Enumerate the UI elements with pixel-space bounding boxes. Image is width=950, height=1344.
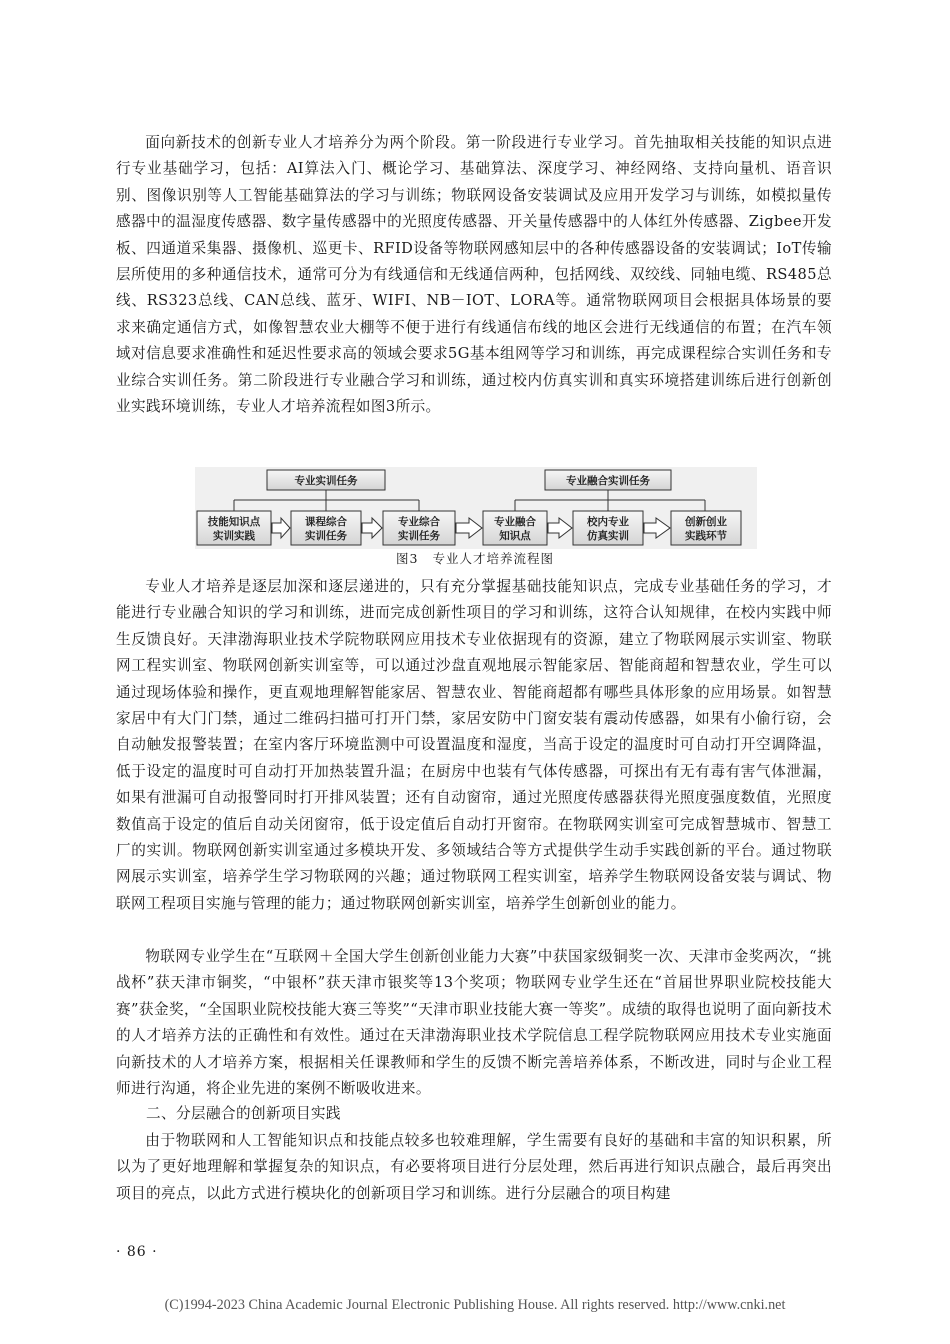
group-box-fusion-training bbox=[545, 470, 671, 490]
section-heading: 二、分层融合的创新项目实践 bbox=[146, 1105, 341, 1122]
step-6-line-2: 实践环节 bbox=[685, 530, 727, 542]
step-1-line-1: 技能知识点 bbox=[207, 516, 261, 528]
step-6-line-1: 创新创业 bbox=[685, 516, 727, 528]
figure-caption-text: 专业人才培养流程图 bbox=[432, 551, 554, 566]
body-paragraph-4: 由于物联网和人工智能知识点和技能点较多也较难理解，学生需要有良好的基础和丰富的知识积累，所以为了更好地理解和掌握复杂的知识点，有必要将项目进行分层处理，然后再进行知识点融合，最后再突出项目的亮点，以此方式进行模块化的创新项目学习和训练。进行分层融合的项目构建 bbox=[116, 1132, 832, 1202]
step-3-line-2: 实训任务 bbox=[398, 530, 440, 542]
body-paragraph-2: 专业人才培养是逐层加深和逐层递进的，只有充分掌握基础技能知识点，完成专业基础任务的学习，才能进行专业融合知识的学习和训练，进而完成创新性项目的学习和训练，这符合认知规律，在校内实践中师生反馈良好。天津渤海职业技术学院物联网应用技术专业依据现有的资源，建立了物联网展示实训室、物联网工程实训室、物联网创新实训室等，可以通过沙盘直观地展示智能家居、智能商超和智慧农业，学生可以通过现场体验和操作，更直观地理解智能家居、智慧农业、智能商超都有哪些具体形象的应用场景。如智慧家居中有大门门禁，通过二维码扫描可打开门禁，家居安防中门窗安装有震动传感器，如果有小偷行窃，会自动触发报警装置；在室内客厅环境监测中可设置温度和湿度，当高于设定的温度时可自动打开空调降温，低于设定的温度时可自动打开加热装置升温；在厨房中也装有气体传感器，可探出有无有毒有害气体泄漏，如果有泄漏可自动报警同时打开排风装置；还有自动窗帘，通过光照度传感器获得光照度强度数值，光照度数值高于设定的值后自动关闭窗帘，低于设定值后自动打开窗帘。在物联网实训室可完成智慧城市、智慧工厂的实训。物联网创新实训室通过多模块开发、多领域结合等方式提供学生动手实践创新的平台。通过物联网展示实训室，培养学生学习物联网的兴趣；通过物联网工程实训室，培养学生物联网设备安装与调试、物联网工程项目实施与管理的能力；通过物联网创新实训室，培养学生创新创业的能力。 bbox=[116, 578, 832, 912]
step-2-line-1: 课程综合 bbox=[305, 516, 347, 528]
step-4-line-2: 知识点 bbox=[499, 530, 531, 542]
group-box-professional-training bbox=[267, 470, 385, 490]
step-box-6 bbox=[671, 511, 741, 545]
figure-caption bbox=[0, 549, 950, 567]
body-paragraph-1: 面向新技术的创新专业人才培养分为两个阶段。第一阶段进行专业学习。首先抽取相关技能的知识点进行专业基础学习，包括：AI算法入门、概论学习、基础算法、深度学习、神经网络、支持向量机、语音识别、图像识别等人工智能基础算法的学习与训练；物联网设备安装调试及应用开发学习与训练，如模拟量传感器中的温湿度传感器、数字量传感器中的光照度传感器、开关量传感器中的人体红外传感器、Zigbee开发板、四通道采集器、摄像机、巡更卡、RFID设备等物联网感知层中的各种传感器设备的安装调试；IoT传输层所使用的多种通信技术，通常可分为有线通信和无线通信两种，包括网线、双绞线、同轴电缆、RS485总线、RS323总线、CAN总线、蓝牙、WIFI、NB－IOT、LORA等。通常物联网项目会根据具体场景的要求来确定通信方式，如像智慧农业大棚等不便于进行有线通信布线的地区会进行无线通信的布置；在汽车领域对信息要求准确性和延迟性要求高的领域会要求5G基本组网等学习和训练，再完成课程综合实训任务和专业综合实训任务。第二阶段进行专业融合学习和训练，通过校内仿真实训和真实环境搭建训练后进行创新创业实践环境训练，专业人才培养流程如图3所示。 bbox=[116, 134, 832, 416]
step-5-line-2: 仿真实训 bbox=[587, 530, 629, 542]
step-1-line-2: 实训实践 bbox=[213, 530, 255, 542]
body-paragraph-3: 物联网专业学生在“互联网＋全国大学生创新创业能力大赛”中获国家级铜奖一次、天津市金奖两次，“挑战杯”获天津市铜奖，“中银杯”获天津市银奖等13个奖项；物联网专业学生还在“首届世界职业院校技能大赛”获金奖，“全国职业院校技能大赛三等奖”“天津市职业技能大赛一等奖”。成绩的取得也说明了面向新技术的人才培养方法的正确性和有效性。通过在天津渤海职业技术学院信息工程学院物联网应用技术专业实施面向新技术的人才培养方案，根据相关任课教师和学生的反馈不断完善培养体系，不断改进，同时与企业工程师进行沟通，将企业先进的案例不断吸收进来。 bbox=[116, 948, 832, 1098]
step-2-line-2: 实训任务 bbox=[305, 530, 347, 542]
page-number: · 86 · bbox=[116, 1244, 158, 1260]
step-4-line-1: 专业融合 bbox=[494, 516, 536, 528]
flowchart-figure bbox=[195, 467, 757, 549]
group-label-right: 专业融合实训任务 bbox=[566, 475, 650, 487]
copyright-footer: (C)1994-2023 China Academic Journal Electronic Publishing House. All rights reserved. http://www.cnki.net bbox=[164, 1297, 786, 1313]
step-box-2 bbox=[291, 511, 361, 545]
step-box-5 bbox=[573, 511, 643, 545]
step-box-1 bbox=[197, 511, 271, 545]
step-3-line-1: 专业综合 bbox=[398, 516, 440, 528]
group-label-left: 专业实训任务 bbox=[294, 475, 358, 487]
step-5-line-1: 校内专业 bbox=[587, 516, 629, 528]
step-box-3 bbox=[383, 511, 455, 545]
step-box-4 bbox=[483, 511, 547, 545]
figure-number: 图3 bbox=[396, 551, 419, 566]
